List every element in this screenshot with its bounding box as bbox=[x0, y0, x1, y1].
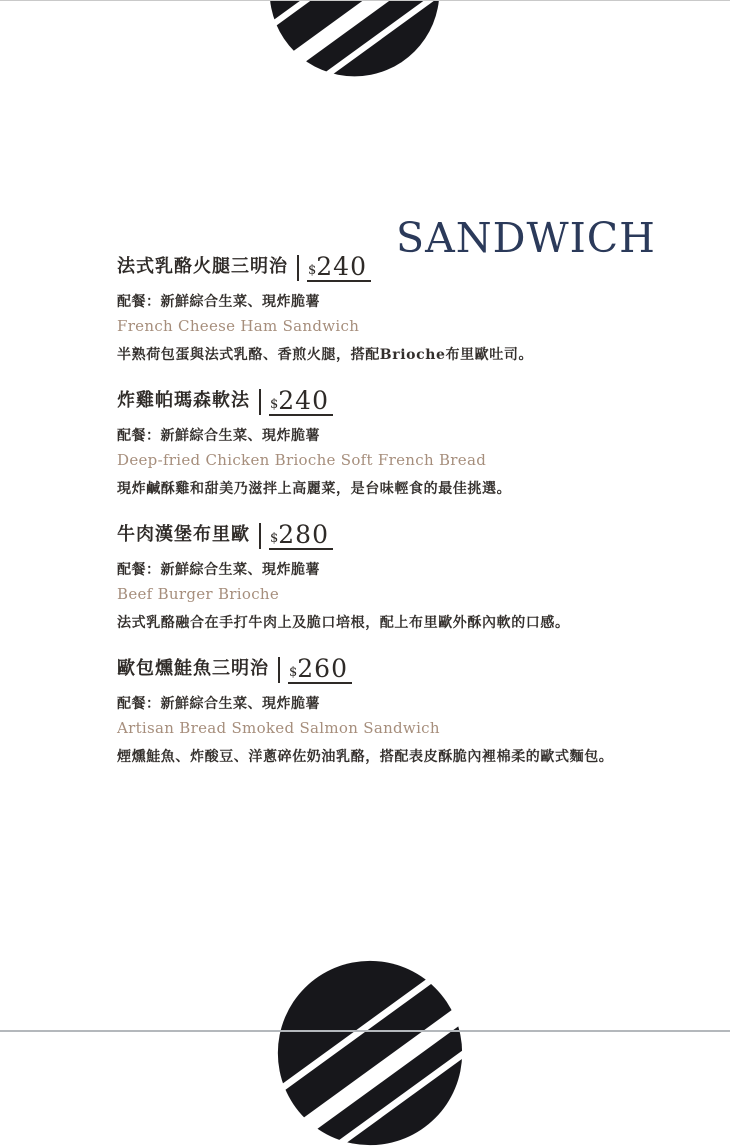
menu-item bbox=[117, 250, 617, 364]
side-dishes: 配餐：新鮮綜合生菜、現炸脆薯 bbox=[117, 562, 320, 578]
item-description: 法式乳酪融合在手打牛肉上及脆口培根，配上布里歐外酥內軟的口感。 bbox=[117, 615, 570, 631]
menu-list bbox=[117, 250, 617, 786]
item-description: 現炸鹹酥雞和甜美乃滋拌上高麗菜，是台味輕食的最佳挑選。 bbox=[117, 481, 512, 497]
menu-item bbox=[117, 518, 617, 632]
side-dishes: 配餐：新鮮綜合生菜、現炸脆薯 bbox=[117, 428, 320, 444]
currency-symbol: $ bbox=[270, 397, 279, 412]
price-value: 260 bbox=[297, 654, 348, 683]
item-name-zh: 法式乳酪火腿三明治 bbox=[117, 256, 288, 277]
currency-symbol: $ bbox=[270, 531, 279, 546]
price-separator bbox=[278, 657, 280, 683]
item-price bbox=[307, 254, 371, 282]
item-title-row bbox=[117, 250, 617, 282]
item-name-en: Artisan Bread Smoked Salmon Sandwich bbox=[117, 719, 440, 737]
item-price bbox=[269, 522, 333, 550]
currency-symbol: $ bbox=[308, 263, 317, 278]
item-title-row bbox=[117, 652, 617, 684]
item-name-zh: 歐包燻鮭魚三明治 bbox=[117, 658, 269, 679]
currency-symbol: $ bbox=[289, 665, 298, 680]
menu-item bbox=[117, 384, 617, 498]
item-price bbox=[269, 388, 333, 416]
brand-logo-top-icon bbox=[267, 0, 442, 79]
item-name-en: Beef Burger Brioche bbox=[117, 585, 280, 603]
side-dishes: 配餐：新鮮綜合生菜、現炸脆薯 bbox=[117, 294, 320, 310]
price-value: 240 bbox=[278, 386, 329, 415]
item-title-row bbox=[117, 518, 617, 550]
item-description: 半熟荷包蛋與法式乳酪、香煎火腿，搭配Brioche布里歐吐司。 bbox=[117, 347, 534, 363]
menu-item bbox=[117, 652, 617, 766]
item-name-en: French Cheese Ham Sandwich bbox=[117, 317, 360, 335]
item-name-en: Deep-fried Chicken Brioche Soft French Bread bbox=[117, 451, 487, 469]
item-price bbox=[288, 656, 352, 684]
page-top-edge bbox=[0, 0, 730, 1]
item-title-row bbox=[117, 384, 617, 416]
side-dishes: 配餐：新鮮綜合生菜、現炸脆薯 bbox=[117, 696, 320, 712]
section-title: SANDWICH bbox=[396, 214, 656, 262]
price-separator bbox=[259, 389, 261, 415]
price-separator bbox=[297, 255, 299, 281]
price-value: 280 bbox=[278, 520, 329, 549]
item-name-zh: 牛肉漢堡布里歐 bbox=[117, 524, 250, 545]
item-description: 煙燻鮭魚、炸酸豆、洋蔥碎佐奶油乳酪，搭配表皮酥脆內裡棉柔的歐式麵包。 bbox=[117, 749, 614, 765]
item-name-zh: 炸雞帕瑪森軟法 bbox=[117, 390, 250, 411]
price-value: 240 bbox=[316, 252, 367, 281]
price-separator bbox=[259, 523, 261, 549]
brand-logo-bottom-icon bbox=[275, 958, 465, 1148]
